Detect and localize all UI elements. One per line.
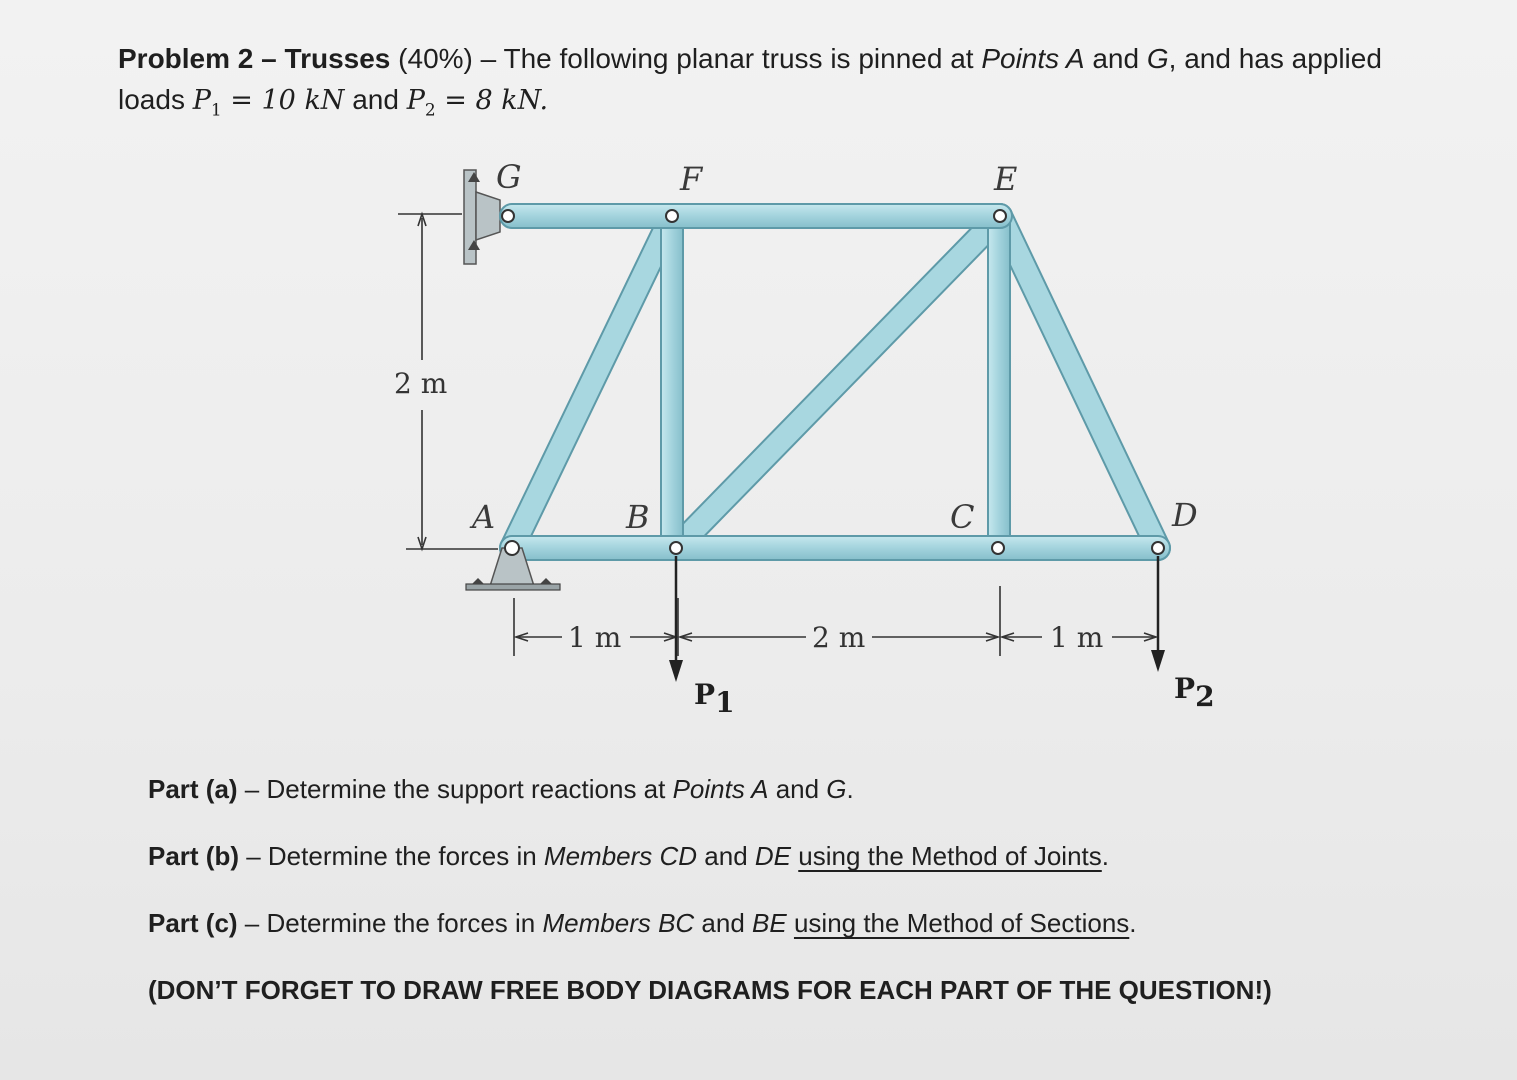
ground-plate xyxy=(466,584,560,590)
load-label-p2: P2 xyxy=(1174,672,1215,713)
wall-support-g xyxy=(464,170,500,264)
part-c-be: BE xyxy=(752,908,787,938)
period: . xyxy=(539,85,549,116)
joint-label-e: E xyxy=(994,160,1018,198)
member-bf xyxy=(661,216,683,548)
pin-a xyxy=(505,541,519,555)
load-label-p1: P1 xyxy=(694,678,735,719)
dim-label-bc: 2 m xyxy=(812,621,866,654)
pin-c xyxy=(992,542,1004,554)
p1-equation: $P_1 = 10$ kN xyxy=(192,85,345,121)
dash: – xyxy=(253,43,285,74)
load-p2 xyxy=(1151,556,1165,672)
point-g: G xyxy=(1146,43,1169,74)
part-c-members: Members BC xyxy=(542,908,695,938)
truss-members xyxy=(500,204,1170,560)
part-c xyxy=(148,906,1408,940)
pin-f xyxy=(666,210,678,222)
pin-d xyxy=(1152,542,1164,554)
member-ce xyxy=(988,216,1010,548)
part-b-end: . xyxy=(1101,841,1110,871)
pin-b xyxy=(670,542,682,554)
points-a: Points A xyxy=(981,43,1085,74)
part-c-text: – Determine the forces in xyxy=(237,908,543,938)
statement-text-3: , and has applied loads xyxy=(118,43,1382,115)
part-a-g: G xyxy=(826,774,847,804)
part-c-label: Part (c) xyxy=(148,908,238,938)
part-c-and: and xyxy=(694,908,753,938)
part-a-text: – Determine the support reactions at xyxy=(237,774,673,804)
statement-text-4: and xyxy=(344,84,407,115)
part-b-and: and xyxy=(697,841,755,871)
part-a-end: . xyxy=(846,774,854,804)
joint-label-g: G xyxy=(496,158,522,196)
part-b-method: using the Method of Joints xyxy=(798,841,1102,871)
part-b-text: – Determine the forces in xyxy=(239,841,544,871)
part-a-and: and xyxy=(768,774,827,804)
part-b-label: Part (b) xyxy=(148,841,239,871)
joint-label-b: B xyxy=(626,498,650,536)
dim-label-height: 2 m xyxy=(394,367,448,400)
part-a xyxy=(148,772,1408,806)
member-gfe xyxy=(500,204,1012,228)
pin-g xyxy=(502,210,514,222)
pin-e xyxy=(994,210,1006,222)
part-c-end: . xyxy=(1129,908,1137,938)
part-b-members: Members CD xyxy=(543,841,698,871)
dim-label-cd: 1 m xyxy=(1050,621,1104,654)
part-a-label: Part (a) xyxy=(148,774,238,804)
p2-equation: $P_2 = 8$ kN xyxy=(406,85,540,121)
question-parts xyxy=(148,772,1408,1040)
load-p1 xyxy=(669,556,683,682)
statement-text-1: – The following planar truss is pinned at xyxy=(472,43,982,74)
joint-label-a: A xyxy=(472,498,496,536)
joint-label-d: D xyxy=(1172,496,1198,534)
joint-label-c: C xyxy=(950,498,975,536)
support-bracket-g xyxy=(476,192,500,240)
problem-label: Problem 2 xyxy=(118,43,254,74)
problem-topic: Trusses xyxy=(284,43,391,74)
part-c-method: using the Method of Sections xyxy=(793,908,1130,938)
part-b-de: DE xyxy=(754,841,792,871)
joint-label-f: F xyxy=(680,160,703,198)
member-abcd xyxy=(500,536,1170,560)
statement-and: and xyxy=(1084,43,1147,74)
fbd-reminder: (DON’T FORGET TO DRAW FREE BODY DIAGRAMS FOR EACH PART OF THE QUESTION!) xyxy=(148,975,1272,1005)
problem-weight: (40%) xyxy=(398,43,473,74)
dim-label-ab: 1 m xyxy=(568,621,622,654)
part-b xyxy=(148,839,1408,873)
part-a-points: Points A xyxy=(672,774,769,804)
